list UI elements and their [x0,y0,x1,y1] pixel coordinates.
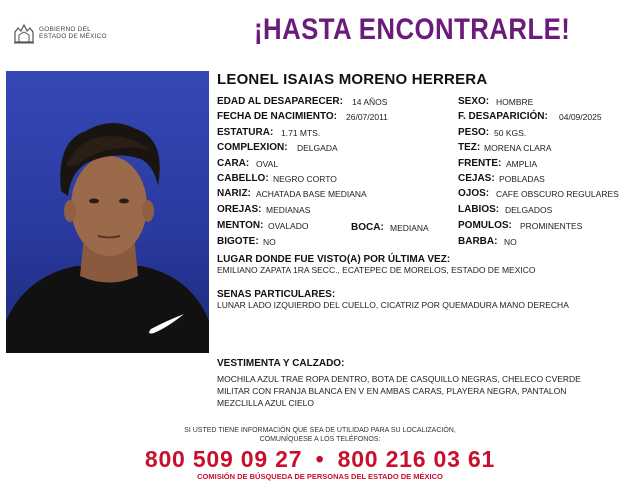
pomulos-value: PROMINENTES [520,221,583,231]
edad-label: EDAD AL DESAPARECER: [217,96,343,107]
cabello-value: NEGRO CORTO [273,174,337,184]
government-name [39,26,107,40]
orejas-value: MEDIANAS [266,205,311,215]
cara-label: CARA: [217,158,250,169]
sexo-label: SEXO: [458,96,490,107]
cabello-label: CABELLO: [217,173,269,184]
menton-label: MENTON: [217,220,264,231]
ojos-value: CAFE OBSCURO REGULARES [496,189,619,199]
contact-info-text [0,427,640,444]
person-photo [6,71,209,353]
cejas-label: CEJAS: [458,173,495,184]
edad-value: 14 AÑOS [352,97,388,107]
cejas-value: POBLADAS [499,174,545,184]
estatura-value: 1.71 MTS. [281,128,321,138]
peso-label: PESO: [458,127,490,138]
clothing-label: VESTIMENTA Y CALZADO: [217,358,345,369]
contact-info-line-2: COMUNÍQUESE A LOS TELÉFONOS: [259,435,381,443]
boca-value: MEDIANA [390,223,429,233]
fecha-desaparicion-label: F. DESAPARICIÓN: [458,111,548,122]
nariz-value: ACHATADA BASE MEDIANA [256,189,367,199]
fecha-nacimiento-value: 26/07/2011 [346,112,388,122]
sexo-value: HOMBRE [496,97,534,107]
last-seen-label: LUGAR DONDE FUE VISTO(A) POR ÚLTIMA VEZ: [217,254,451,265]
particular-marks-value: LUNAR LADO IZQUIERDO DEL CUELLO, CICATRIZ POR QUEMADURA MANO DERECHA [217,300,569,310]
particular-marks-label: SENAS PARTICULARES: [217,289,336,300]
frente-label: FRENTE: [458,158,502,169]
commission-name: COMISIÓN DE BÚSQUEDA DE PERSONAS DEL ESTADO DE MÉXICO [197,472,443,481]
tez-label: TEZ: [458,142,481,153]
labios-value: DELGADOS [505,205,553,215]
labios-label: LABIOS: [458,204,500,215]
person-portrait-image [6,71,209,353]
last-seen-value: EMILIANO ZAPATA 1RA SECC., ECATEPEC DE MORELOS, ESTADO DE MEXICO [217,265,536,275]
tez-value: MORENA CLARA [484,143,552,153]
person-name: LEONEL ISAIAS MORENO HERRERA [217,71,488,88]
page-headline: ¡HASTA ENCONTRARLE! [254,13,571,46]
phone-number-2[interactable]: 800 216 03 61 [337,446,496,472]
pomulos-label: POMULOS: [458,220,512,231]
nariz-label: NARIZ: [217,188,251,199]
ojos-label: OJOS: [458,188,490,199]
fecha-nacimiento-label: FECHA DE NACIMIENTO: [217,111,337,122]
government-line-1: GOBIERNO DEL [39,26,91,33]
barba-value: NO [504,237,517,247]
bigote-label: BIGOTE: [217,236,259,247]
complexion-value: DELGADA [297,143,338,153]
contact-info-line-1: SI USTED TIENE INFORMACIÓN QUE SEA DE UTILIDAD PARA SU LOCALIZACIÓN, [184,427,456,434]
cara-value: OVAL [256,159,279,169]
menton-value: OVALADO [268,221,309,231]
clothing-value: MOCHILA AZUL TRAE ROPA DENTRO, BOTA DE CASQUILLO NEGRAS, CHELECO CVERDE MILITAR CON FRANJA BLANCA EN V EN AMBAS CARAS, PLAYERA NEGRA, PANTALON MEZCLILLA AZUL CIELO [217,374,581,408]
orejas-label: OREJAS: [217,204,262,215]
peso-value: 50 KGS. [494,128,527,138]
frente-value: AMPLIA [506,159,538,169]
phone-number-1[interactable]: 800 509 09 27 [144,446,303,472]
bigote-value: NO [263,237,276,247]
phone-numbers [0,446,640,473]
boca-label: BOCA: [351,222,384,233]
barba-label: BARBA: [458,236,498,247]
estatura-label: ESTATURA: [217,127,274,138]
government-logo [12,22,122,46]
complexion-label: COMPLEXION: [217,142,288,153]
phone-separator: • [315,446,325,472]
government-line-2: ESTADO DE MÉXICO [39,33,107,40]
fecha-desaparicion-value: 04/09/2025 [559,112,602,122]
state-emblem-icon [12,22,36,44]
